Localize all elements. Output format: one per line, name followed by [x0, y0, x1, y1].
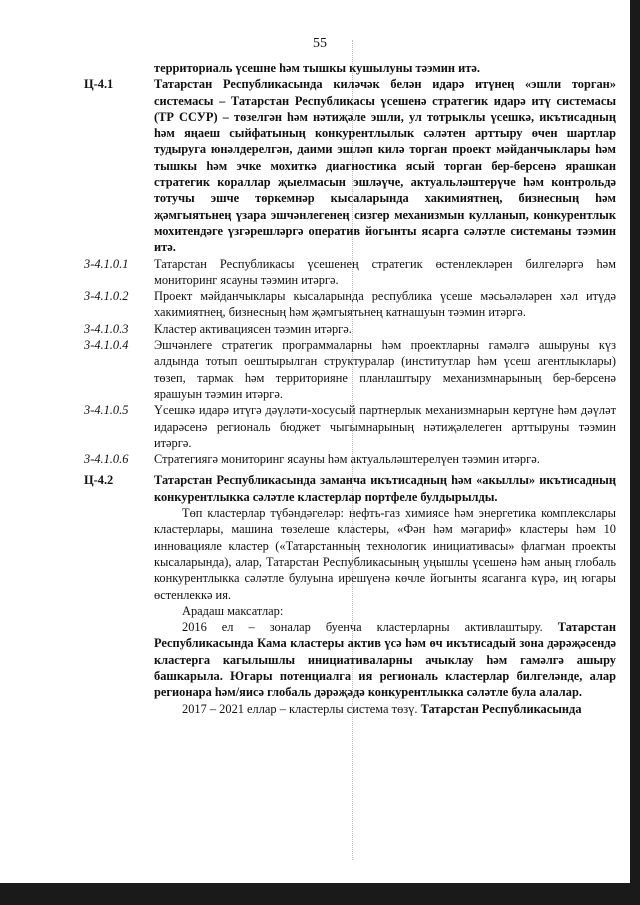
paragraph-2016-lead: 2016 ел – зоналар буенча кластерларны активлаштыру. — [182, 620, 543, 635]
scan-edge-right — [630, 0, 640, 905]
paragraph-2017-lead: 2017 – 2021 еллар – кластерлы система төзү. — [182, 701, 418, 716]
section-c42 — [84, 472, 616, 505]
subitem-code: 3-4.1.0.6 — [84, 452, 129, 467]
subitem-text: Стратегиягә мониторинг ясауны һәм актуальләштерелүен тәэмин итәргә. — [154, 452, 540, 467]
paragraph-2016 — [154, 619, 616, 700]
subitem-code: 3-4.1.0.3 — [84, 321, 129, 336]
section-c41 — [84, 76, 616, 255]
subitem-text: Проект мәйданчыклары кысаларында республика үсеше мәсьәләләрен хәл итүдә хакимиятнең, бизнесның һәм җәмгыятьнең катнашуын тәэмин итәргә. — [154, 289, 616, 320]
subitem-text: Татарстан Республикасы үсешенең стратегик өстенлекләрен билгеләргә һәм мониторинг ясауны тәэмин итәргә. — [154, 256, 616, 287]
section-title: Татарстан Республикасында заманча икътисадның һәм «акыллы» икътисадның конкурентлыкка сәләтле кластерлар портфеле булдырылды. — [154, 473, 616, 504]
paragraph-clusters: Төп кластерлар түбәндәгеләр: нефть-газ химиясе һәм энергетика комплекслары кластерлары, машина төзелеше кластеры, «Фән һәм мәгариф» кластеры һәм 10 инновацияле кластер («Татарстанның технологик инициативасы» флагман проекты кысаларында), алар, Татарстан Республикасының уңышлы үсешенә һәм аның глобаль конкурентлыкка сәләтле булуына ирешүенә көчле йогынты ясаганга күрә, иң югары өстенлеккә ия. — [154, 506, 616, 602]
subitem-text: Кластер активациясен тәэмин итәргә. — [154, 321, 352, 336]
document-body — [84, 60, 616, 717]
subitem-code: 3-4.1.0.2 — [84, 289, 129, 304]
scan-edge-bottom — [0, 883, 640, 905]
section-code: Ц-4.1 — [84, 77, 114, 92]
paragraph-2017 — [154, 701, 616, 717]
section-code: Ц-4.2 — [84, 473, 114, 488]
subitem — [84, 256, 616, 289]
subitem-code: 3-4.1.0.5 — [84, 403, 129, 418]
subitem-text: Эшчәнлеге стратегик программаларны һәм проектларны гамәлгә ашыруны күз алдында тотып оештырылган структуралар (институтлар һәм үсеш агентлыклары) төзеп, тармак һәм территорияне планлаштыру механизмнарының бер-берсенә ярашуын тәэмин итәргә. — [154, 338, 616, 401]
paragraph-goals-heading: Арадаш максатлар: — [182, 603, 284, 618]
subitem — [84, 337, 616, 402]
subitem-text: Үсешкә идарә итүгә дәүләти-хосусый партнерлык механизмнарын кертүне һәм дәүләт идарәсенә региональ бюджет чыгымнарының нәтиҗәлелеген арттыруны тәэмин итәргә. — [154, 403, 616, 450]
section-title: Татарстан Республикасында киләчәк белән идарә итүнең «эшли торган» системасы – Татарстан Республикасы үсешенә стратегик идарә итү системасы (ТР ССУР) – төзелгән һәм нәтиҗәле эшли, ул тотрыклы үсешкә, икътисадның һәм яңаеш сыйфатының конкурентлылык сәләтен арттыру өчен шартлар тудыруга юнәлдерелгән, даими эшләп килә торган проект мәйданчыклары һәм тышкы һәм эчке мохиткә диагностика ясый торган бер-берсенә ярашкан стратегик кораллар җыелмасын эшләүче, актуальләштерүче һәм контрольдә тотучы эшче төркемнәр кысаларында хакимиятнең, бизнесның һәм җәмгыятьнең үзара эшчәнлегенең сизгер механизмын кулланып, конкурентлык мохитендәге үзгәрешләргә оператив йогынты ясарга сәләтле системаны тәэмин итә. — [154, 77, 616, 255]
page-number: 55 — [313, 36, 327, 51]
subitem — [84, 321, 616, 337]
subitem — [84, 288, 616, 321]
paragraph-2016-bold: Татарстан Республикасында Кама кластеры актив үсә һәм өч икътисадый зона дәрәҗәсендә кластерга кагылышлы инициативаларны ачыклау һәм гамәлгә ашыру башкарыла. Югары потенциалга ия региональ кластерлар билгеләнде, алар регионара һәм/яисә глобаль дәрәҗәдә конкурентлыкка сәләтле була алалар. — [154, 620, 616, 700]
subitem — [84, 402, 616, 451]
subitem-code: 3-4.1.0.1 — [84, 256, 129, 271]
subitem-code: 3-4.1.0.4 — [84, 338, 129, 353]
intro-line: территориаль үсешне һәм тышкы кушылуны тәэмин итә. — [154, 61, 480, 75]
subitem — [84, 451, 616, 467]
paragraph-2017-bold: Татарстан Республикасында — [420, 701, 582, 716]
